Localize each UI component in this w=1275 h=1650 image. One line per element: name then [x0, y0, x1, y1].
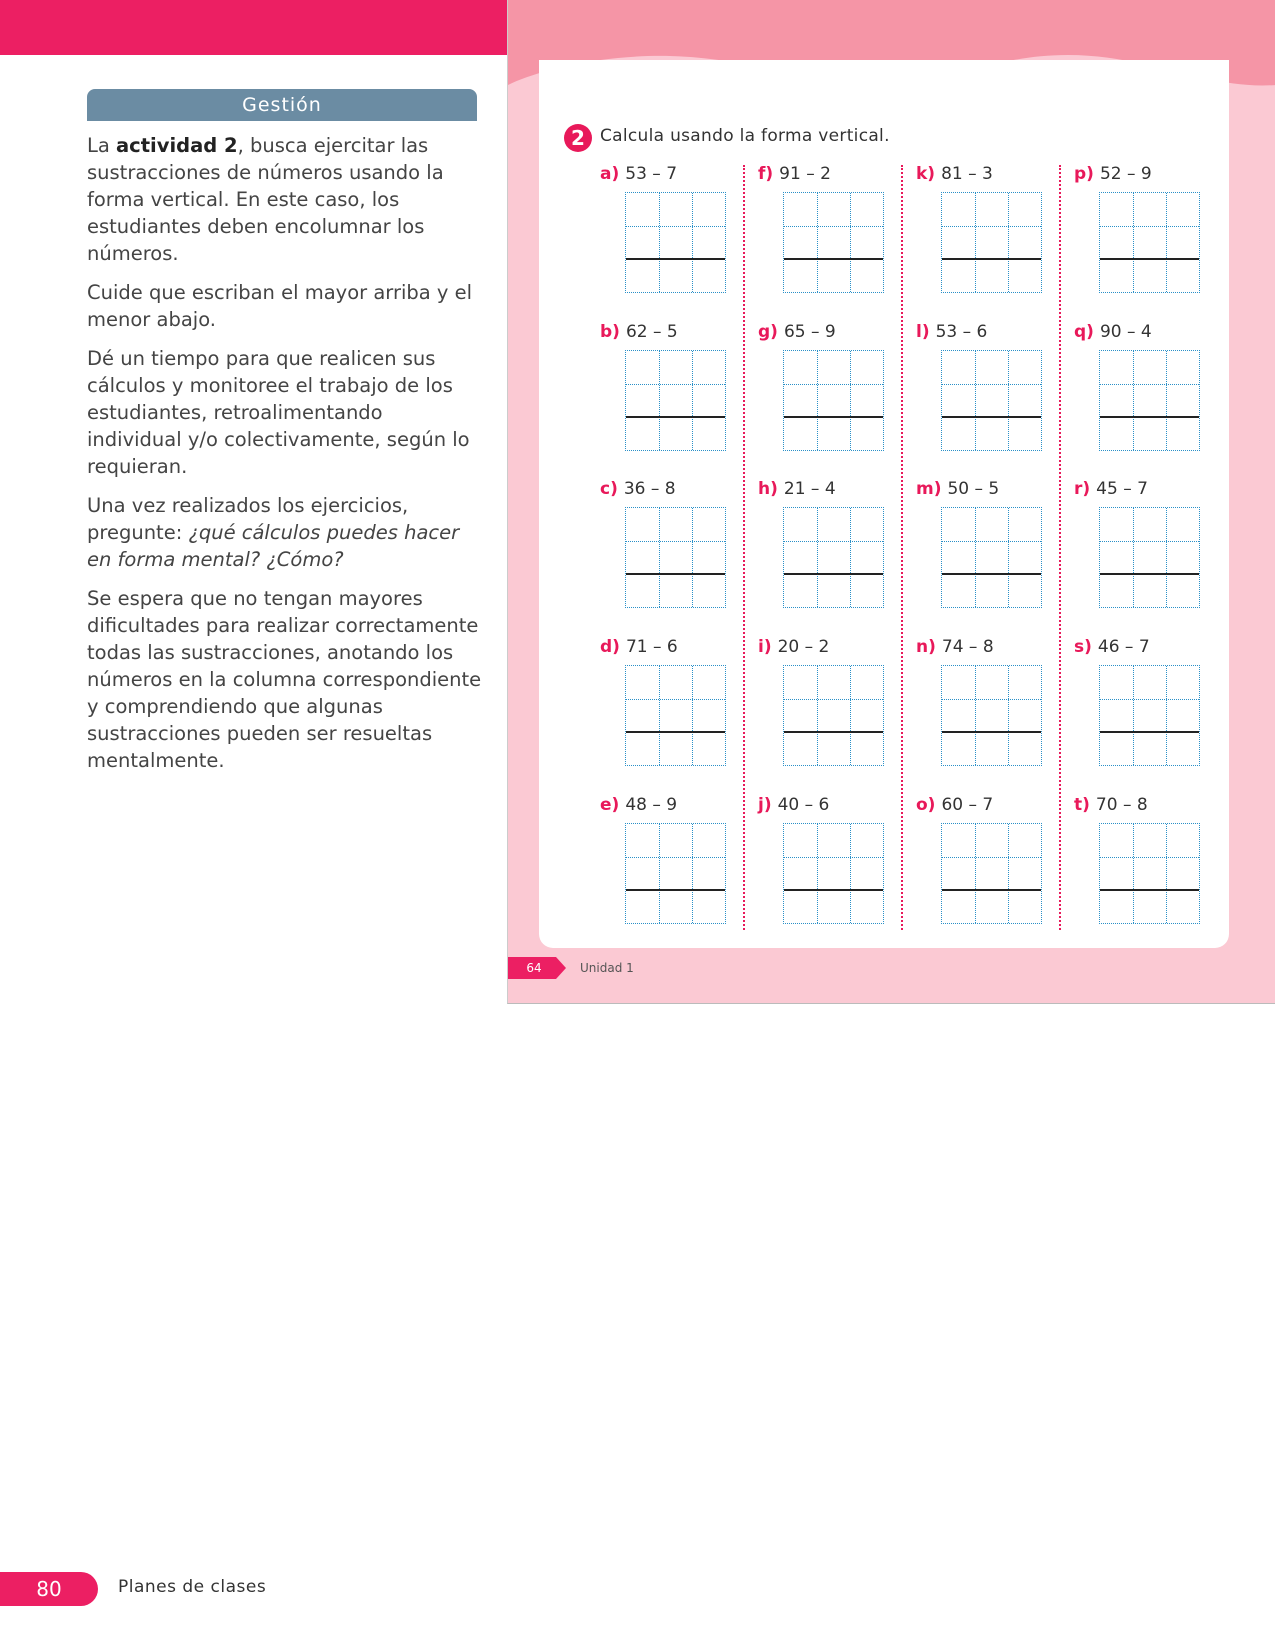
grid-line	[784, 857, 883, 858]
grid-line	[1008, 351, 1009, 450]
exercise-expression: 91 – 2	[779, 164, 831, 184]
exercise-expression: 21 – 4	[783, 479, 836, 499]
grid-line	[1166, 824, 1167, 923]
result-line	[626, 731, 725, 733]
exercise-item	[758, 637, 898, 777]
answer-grid[interactable]	[941, 823, 1042, 924]
exercise-item	[758, 164, 898, 304]
document-page-number: 80	[0, 1572, 98, 1606]
grid-line	[626, 384, 725, 385]
exercise-item	[758, 795, 898, 935]
answer-grid[interactable]	[941, 507, 1042, 608]
exercise-expression: 53 – 6	[935, 322, 988, 342]
exercise-expression: 46 – 7	[1097, 637, 1150, 657]
grid-line	[626, 541, 725, 542]
exercise-item	[916, 637, 1056, 777]
exercise-item	[758, 479, 898, 619]
exercise-label	[600, 322, 678, 342]
grid-line	[942, 541, 1041, 542]
exercise-label	[600, 479, 676, 499]
exercise-letter: q)	[1074, 322, 1094, 342]
document-section-label: Planes de clases	[118, 1577, 267, 1597]
exercise-label	[1074, 637, 1150, 657]
grid-line	[1133, 666, 1134, 765]
answer-grid[interactable]	[783, 665, 884, 766]
paragraph-4: Una vez realizados los ejercicios, pregunte: ¿qué cálculos puedes hacer en forma mental? ¿Cómo?	[87, 494, 460, 571]
exercise-item	[916, 795, 1056, 935]
exercise-label	[600, 795, 677, 815]
column-separator	[743, 165, 745, 930]
grid-line	[1133, 351, 1134, 450]
exercise-expression: 70 – 8	[1095, 795, 1148, 815]
result-line	[784, 416, 883, 418]
result-line	[1100, 258, 1199, 260]
exercise-label	[916, 637, 994, 657]
exercise-letter: l)	[916, 322, 930, 342]
exercise-letter: f)	[758, 164, 774, 184]
column-separator	[901, 165, 903, 930]
grid-line	[1166, 508, 1167, 607]
exercise-letter: a)	[600, 164, 620, 184]
exercise-label	[758, 479, 836, 499]
answer-grid[interactable]	[783, 350, 884, 451]
exercise-label	[600, 637, 678, 657]
exercise-expression: 74 – 8	[941, 637, 994, 657]
result-line	[942, 731, 1041, 733]
grid-line	[784, 384, 883, 385]
grid-line	[659, 666, 660, 765]
grid-line	[1166, 666, 1167, 765]
grid-line	[1166, 351, 1167, 450]
exercise-letter: h)	[758, 479, 778, 499]
exercise-item	[1074, 637, 1214, 777]
grid-line	[1133, 824, 1134, 923]
grid-line	[850, 351, 851, 450]
top-accent-bar	[0, 0, 508, 55]
page-number: 64	[526, 961, 542, 975]
exercise-item	[916, 479, 1056, 619]
answer-grid[interactable]	[783, 823, 884, 924]
exercise-expression: 48 – 9	[625, 795, 678, 815]
exercise-item	[1074, 164, 1214, 304]
column-separator	[1059, 165, 1061, 930]
result-line	[1100, 416, 1199, 418]
paragraph-1: La actividad 2, busca ejercitar las sustracciones de números usando la forma vertical. En este caso, los estudiantes deben encolumnar los números.	[87, 134, 444, 265]
activity-instruction: Calcula usando la forma vertical.	[600, 126, 890, 146]
grid-line	[692, 193, 693, 292]
result-line	[942, 258, 1041, 260]
exercise-expression: 20 – 2	[777, 637, 830, 657]
exercise-letter: o)	[916, 795, 936, 815]
grid-line	[1166, 193, 1167, 292]
exercise-letter: n)	[916, 637, 936, 657]
answer-grid[interactable]	[1099, 192, 1200, 293]
exercise-expression: 50 – 5	[947, 479, 1000, 499]
exercise-expression: 60 – 7	[941, 795, 994, 815]
paragraph-3: Dé un tiempo para que realicen sus cálculos y monitoree el trabajo de los estudiantes, retroalimentando individual y/o colectivamente, según lo requieran.	[87, 347, 470, 478]
result-line	[942, 889, 1041, 891]
answer-grid[interactable]	[1099, 665, 1200, 766]
grid-line	[692, 666, 693, 765]
grid-line	[1008, 193, 1009, 292]
grid-line	[1100, 384, 1199, 385]
grid-line	[817, 508, 818, 607]
grid-line	[1100, 226, 1199, 227]
exercise-label	[758, 637, 829, 657]
exercise-letter: p)	[1074, 164, 1094, 184]
grid-line	[692, 824, 693, 923]
exercise-label	[916, 795, 993, 815]
exercise-item	[1074, 795, 1214, 935]
answer-grid[interactable]	[941, 192, 1042, 293]
grid-line	[659, 351, 660, 450]
exercise-expression: 65 – 9	[783, 322, 836, 342]
question-text: ¿qué cálculos puedes hacer en forma mental? ¿Cómo?	[87, 521, 460, 571]
exercise-label	[1074, 479, 1148, 499]
grid-line	[942, 699, 1041, 700]
exercise-label	[1074, 164, 1152, 184]
grid-line	[626, 857, 725, 858]
grid-line	[975, 508, 976, 607]
student-page-thumbnail	[507, 0, 1275, 1004]
exercise-item	[600, 164, 740, 304]
exercise-item	[600, 637, 740, 777]
exercise-label	[916, 479, 999, 499]
grid-line	[659, 193, 660, 292]
grid-line	[942, 857, 1041, 858]
exercise-label	[916, 322, 987, 342]
result-line	[626, 573, 725, 575]
exercise-letter: c)	[600, 479, 618, 499]
result-line	[784, 889, 883, 891]
exercise-expression: 81 – 3	[941, 164, 993, 184]
guidance-text	[87, 132, 482, 786]
grid-line	[850, 508, 851, 607]
exercise-letter: b)	[600, 322, 620, 342]
grid-line	[1100, 699, 1199, 700]
exercise-letter: s)	[1074, 637, 1092, 657]
exercise-letter: r)	[1074, 479, 1091, 499]
grid-line	[817, 666, 818, 765]
exercise-letter: j)	[758, 795, 772, 815]
grid-line	[850, 193, 851, 292]
answer-grid[interactable]	[625, 350, 726, 451]
grid-line	[942, 226, 1041, 227]
exercise-expression: 62 – 5	[625, 322, 678, 342]
exercise-item	[600, 322, 740, 462]
grid-line	[1008, 666, 1009, 765]
unit-label: Unidad 1	[580, 961, 634, 975]
answer-grid[interactable]	[625, 507, 726, 608]
grid-line	[850, 824, 851, 923]
section-header: Gestión	[87, 89, 477, 121]
answer-grid[interactable]	[1099, 507, 1200, 608]
exercise-item	[600, 795, 740, 935]
exercise-letter: k)	[916, 164, 936, 184]
grid-line	[626, 699, 725, 700]
activity-number-badge: 2	[564, 124, 592, 152]
grid-line	[975, 824, 976, 923]
exercise-label	[758, 322, 836, 342]
exercise-item	[1074, 322, 1214, 462]
exercise-letter: g)	[758, 322, 778, 342]
answer-grid[interactable]	[941, 350, 1042, 451]
answer-grid[interactable]	[941, 665, 1042, 766]
grid-line	[850, 666, 851, 765]
exercise-expression: 40 – 6	[777, 795, 830, 815]
result-line	[1100, 731, 1199, 733]
result-line	[626, 889, 725, 891]
exercise-label	[758, 164, 831, 184]
answer-grid[interactable]	[625, 823, 726, 924]
answer-grid[interactable]	[1099, 350, 1200, 451]
exercise-letter: i)	[758, 637, 772, 657]
paragraph-2: Cuide que escriban el mayor arriba y el menor abajo.	[87, 281, 473, 331]
exercise-label	[758, 795, 829, 815]
exercise-expression: 90 – 4	[1099, 322, 1152, 342]
grid-line	[975, 666, 976, 765]
grid-line	[817, 193, 818, 292]
exercise-item	[758, 322, 898, 462]
exercise-item	[916, 164, 1056, 304]
answer-grid[interactable]	[783, 507, 884, 608]
exercise-letter: d)	[600, 637, 620, 657]
grid-line	[784, 699, 883, 700]
grid-line	[784, 541, 883, 542]
exercise-item	[1074, 479, 1214, 619]
answer-grid[interactable]	[783, 192, 884, 293]
result-line	[626, 258, 725, 260]
result-line	[784, 573, 883, 575]
grid-line	[692, 508, 693, 607]
grid-line	[975, 193, 976, 292]
grid-line	[942, 384, 1041, 385]
grid-line	[975, 351, 976, 450]
exercise-expression: 52 – 9	[1099, 164, 1152, 184]
grid-line	[1133, 193, 1134, 292]
exercise-letter: t)	[1074, 795, 1090, 815]
result-line	[1100, 573, 1199, 575]
answer-grid[interactable]	[1099, 823, 1200, 924]
exercise-expression: 36 – 8	[623, 479, 676, 499]
exercise-label	[1074, 795, 1148, 815]
exercise-expression: 71 – 6	[625, 637, 678, 657]
result-line	[942, 573, 1041, 575]
grid-line	[1100, 541, 1199, 542]
grid-line	[817, 824, 818, 923]
exercise-label	[1074, 322, 1152, 342]
result-line	[784, 731, 883, 733]
grid-line	[626, 226, 725, 227]
result-line	[626, 416, 725, 418]
grid-line	[659, 824, 660, 923]
grid-line	[692, 351, 693, 450]
grid-line	[817, 351, 818, 450]
result-line	[1100, 889, 1199, 891]
grid-line	[1100, 857, 1199, 858]
paragraph-5: Se espera que no tengan mayores dificultades para realizar correctamente todas las sustracciones, anotando los números en la columna correspondiente y comprendiendo que algunas sustracciones pueden ser resueltas mentalmente.	[87, 587, 482, 772]
exercise-letter: e)	[600, 795, 620, 815]
grid-line	[659, 508, 660, 607]
result-line	[942, 416, 1041, 418]
exercise-expression: 45 – 7	[1096, 479, 1148, 499]
answer-grid[interactable]	[625, 192, 726, 293]
exercise-expression: 53 – 7	[625, 164, 678, 184]
grid-line	[1008, 824, 1009, 923]
exercise-item	[600, 479, 740, 619]
activity-reference: actividad 2	[116, 134, 238, 157]
answer-grid[interactable]	[625, 665, 726, 766]
grid-line	[1133, 508, 1134, 607]
grid-line	[784, 226, 883, 227]
grid-line	[1008, 508, 1009, 607]
exercise-item	[916, 322, 1056, 462]
exercise-label	[916, 164, 993, 184]
exercise-letter: m)	[916, 479, 942, 499]
exercise-label	[600, 164, 677, 184]
result-line	[784, 258, 883, 260]
